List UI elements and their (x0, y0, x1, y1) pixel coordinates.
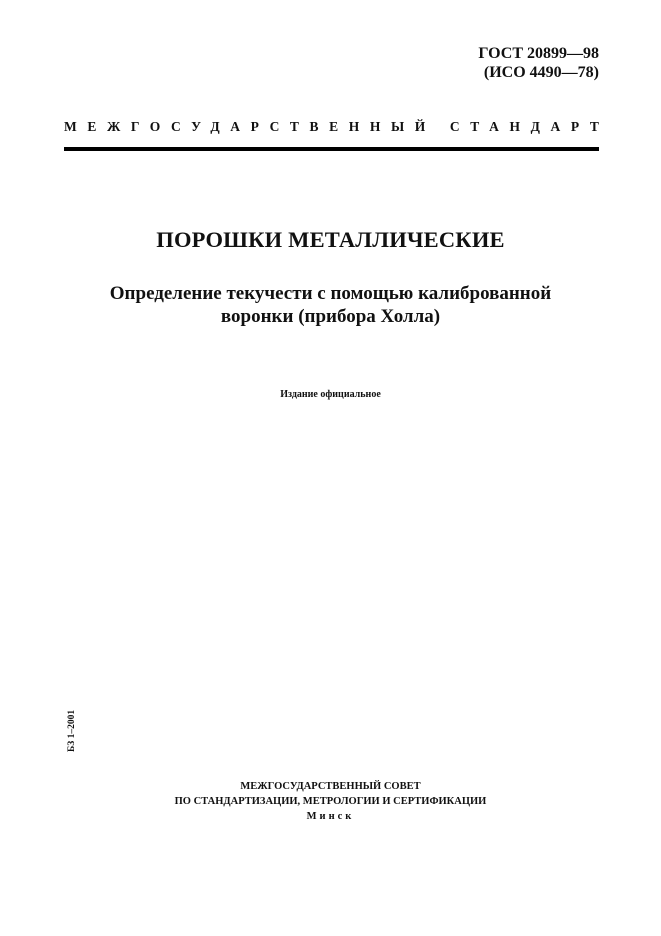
gost-number: ГОСТ 20899—98 (478, 45, 599, 62)
publisher-line-2: ПО СТАНДАРТИЗАЦИИ, МЕТРОЛОГИИ И СЕРТИФИКАЦИИ (174, 796, 487, 807)
subtitle-line-2: воронки (прибора Холла) (220, 306, 441, 327)
gost-code-block (478, 44, 599, 82)
header-divider (64, 147, 599, 151)
iso-number: (ИСО 4490—78) (483, 64, 599, 81)
publisher-line-1: МЕЖГОСУДАРСТВЕННЫЙ СОВЕТ (240, 781, 421, 792)
standard-label: МЕЖГОСУДАРСТВЕННЫЙ СТАНДАРТ (64, 119, 610, 134)
side-code: БЗ 1–2001 (67, 709, 77, 752)
document-subtitle (60, 282, 601, 328)
document-title: ПОРОШКИ МЕТАЛЛИЧЕСКИЕ (156, 227, 505, 252)
subtitle-line-1: Определение текучести с помощью калиброванной (109, 283, 552, 304)
edition-note: Издание официальное (280, 389, 381, 400)
publisher-block (0, 779, 661, 824)
publisher-city: Минск (306, 811, 355, 822)
